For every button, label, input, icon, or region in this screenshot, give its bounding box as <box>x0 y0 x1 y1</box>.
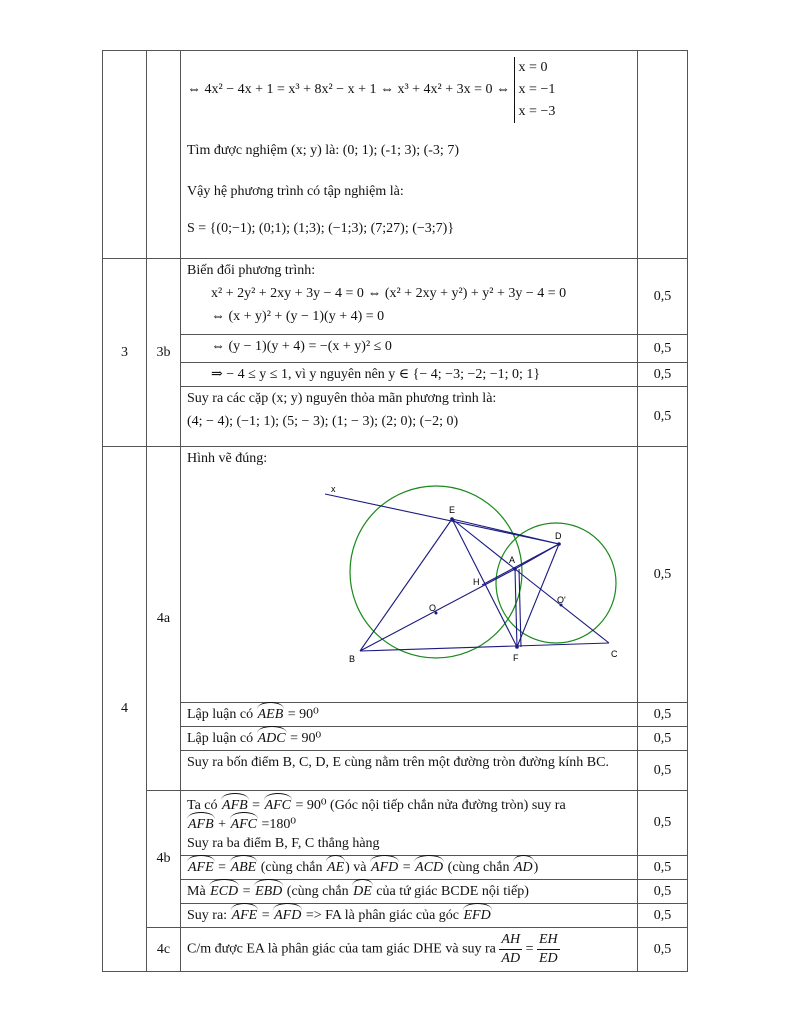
arc-ecd: ECD <box>210 884 239 899</box>
fraction-ah-ad <box>499 931 522 968</box>
figure-score: 0,5 <box>638 447 688 703</box>
part-4b: 4b <box>147 791 181 928</box>
a2-prefix: Lập luận có <box>187 731 254 746</box>
label-b: B <box>349 654 356 664</box>
arc-ebd: EBD <box>255 884 283 899</box>
label-c: C <box>611 649 618 659</box>
part-cell-empty <box>147 51 181 259</box>
arc-afb: AFB <box>222 798 248 813</box>
label-f: F <box>513 653 519 663</box>
b3-t0: Mà <box>187 884 206 899</box>
arc-afd-2: AFD <box>274 908 302 923</box>
arc-ad: AD <box>513 860 533 875</box>
segment-bc <box>360 643 609 651</box>
figure-caption: Hình vẽ đúng: <box>187 451 268 466</box>
continuation-content <box>181 51 638 259</box>
circle-o-prime <box>496 523 616 643</box>
q3-score-3: 0,5 <box>638 363 688 387</box>
label-e: E <box>449 505 456 515</box>
b4-t0: Suy ra: <box>187 908 228 923</box>
arc-aeb: AEB <box>257 707 284 722</box>
q3-score-4: 0,5 <box>638 387 688 447</box>
c-text: C/m được EA là phân giác của tam giác DHE và suy ra <box>187 941 496 957</box>
b1-eq: = <box>252 798 261 813</box>
label-o: O <box>429 603 437 613</box>
b2-t3: (cùng chắn <box>447 860 510 875</box>
q3-line-1: Biến đổi phương trình: <box>187 263 316 278</box>
b1-post: = 90⁰ (Góc nội tiếp chắn nửa đường tròn) suy ra <box>295 798 566 813</box>
circle-o <box>350 486 522 658</box>
c-score: 0,5 <box>638 928 688 972</box>
arc-afe-2: AFE <box>231 908 258 923</box>
a1-prefix: Lập luận có <box>187 707 254 722</box>
b2-t2: ) và <box>345 860 367 875</box>
q3-line-3: ⇔ (x + y)² + (y − 1)(y + 4) = 0 <box>211 309 385 324</box>
segment-be <box>360 519 452 651</box>
arc-afe: AFE <box>188 860 214 875</box>
part-4a: 4a <box>147 447 181 791</box>
part-3b: 3b <box>147 259 181 447</box>
segment-df <box>517 544 559 647</box>
solution-set: S = {(0;−1); (0;1); (1;3); (−1;3); (7;27); (−3;7)} <box>187 221 455 236</box>
a3-text: Suy ra bốn điểm B, C, D, E cùng nằm trên một đường tròn đường kính BC. <box>187 755 609 770</box>
q3-line-6: Suy ra các cặp (x; y) nguyên thỏa mãn phương trình là: <box>187 391 497 406</box>
case-2: x = −1 <box>518 82 556 97</box>
segment-ef <box>452 519 517 647</box>
b3-t2: của tứ giác BCDE nội tiếp) <box>376 884 529 899</box>
frac2-den: ED <box>538 951 558 966</box>
b2-t4: ) <box>533 860 539 875</box>
case-3: x = −3 <box>518 104 556 119</box>
arc-adc: ADC <box>257 731 286 746</box>
arc-ae: AE <box>327 860 345 875</box>
arc-afc-2: AFC <box>230 817 258 832</box>
question-cell-empty <box>103 51 147 259</box>
b2-t1: (cùng chắn <box>260 860 323 875</box>
arc-afc: AFC <box>264 798 292 813</box>
score-cell-empty <box>638 51 688 259</box>
q3-score-1: 0,5 <box>638 259 688 335</box>
b4-t1: => FA là phân giác của góc <box>305 908 459 923</box>
segment-ba <box>360 569 515 651</box>
a2-score: 0,5 <box>638 727 688 751</box>
b1-sum: =180⁰ <box>261 817 297 832</box>
segment-af <box>515 569 517 647</box>
geometry-figure <box>189 467 629 695</box>
equation-chain: ⇔ 4x² − 4x + 1 = x³ + 8x² − x + 1 ⇔ x³ + 4x² + 3x = 0 ⇔ <box>187 82 511 98</box>
q3-line-5: ⇒ − 4 ≤ y ≤ 1, vì y nguyên nên y ∈ {− 4; −3; −2; −1; 0; 1} <box>211 367 541 382</box>
arc-de: DE <box>353 884 372 899</box>
a3-score: 0,5 <box>638 751 688 791</box>
case-1: x = 0 <box>518 60 548 75</box>
label-x: x <box>331 484 336 494</box>
frac2-num: EH <box>537 931 560 950</box>
conclusion: Vậy hệ phương trình có tập nghiệm là: <box>187 184 404 199</box>
b3-t1: (cùng chắn <box>286 884 349 899</box>
arc-afd: AFD <box>371 860 399 875</box>
label-o-prime: O' <box>557 595 566 605</box>
found-solutions: Tìm được nghiệm (x; y) là: (0; 1); (-1; 3); (-3; 7) <box>187 143 459 158</box>
b1-plus: + <box>218 817 227 832</box>
arc-afb-2: AFB <box>188 817 214 832</box>
question-number-4: 4 <box>103 447 147 972</box>
a1-score: 0,5 <box>638 703 688 727</box>
tangent-xd <box>325 494 559 544</box>
b1-pre: Ta có <box>187 798 218 813</box>
arc-acd: ACD <box>415 860 444 875</box>
answer-table: ⇔ 4x² − 4x + 1 = x³ + 8x² − x + 1 ⇔ x³ + 4x² + 3x = 0 ⇔ x = 0 x = −1 x = −3 Tìm được nghiệm (x; y) là: (0; 1); (-1; 3); (-3; 7) Vậy hệ phương trình có tập nghiệm là: S = {(0;−1); (0;1); (1;3); (−1;3); (7;27); (−3;7)} 3 3b Biến đổi phương trình: x² + 2y² + 2xy + 3y − 4 = 0 ⇔ (x² + 2xy + y²) + y² + 3y − 4 = 0 ⇔ (x + y)² + (y − 1)(y + 4) = 0 0,5 ⇔ (y − 1)(y + 4) = −(x + y)² ≤ 0 0,5 ⇒ − 4 ≤ y ≤ 1, vì y nguyên nên y ∈ {− 4; −3; −2; −1; 0; 1} 0,5 Suy ra các cặp (x; y) nguyên thỏa mãn phương trình là: (4; − 4); (−1; 1); (5; − 3); (1; − 3); (2; 0); (−2; 0) 0,5 4 4a Hình vẽ đúng: x E D A H O O' B F C 0,5 Lập luận có AEB = 90⁰ 0,5 Lập luận có ADC = 90⁰ 0,5 Suy ra bốn điểm B, C, D, E cùng nằm trên một đường tròn đường kính BC. 0,5 4b Ta có AFB = AFC = 90⁰ (Góc nội tiếp chắn nửa đường tròn) suy ra AFB + AFC =180⁰ Suy ra ba điểm B, F, C thẳng hàng 0,5 AFE = ABE (cùng chắn AE) và AFD = ACD (cùng chắn AD) 0,5 Mà ECD = EBD (cùng chắn DE của tứ giác BCDE nội tiếp) 0,5 Suy ra: AFE = AFD => FA là phân giác của góc EFD 0,5 4c C/m được EA là phân giác của tam giác DHE và suy ra $\frac{AH}{AD}$ = $\frac{EH}{ED}$ 0,5 <box>102 50 688 972</box>
arc-efd: EFD <box>463 908 491 923</box>
segment-dh <box>482 544 559 585</box>
b3-score: 0,5 <box>638 880 688 904</box>
label-a: A <box>509 555 516 565</box>
q3-line-7: (4; − 4); (−1; 1); (5; − 3); (1; − 3); (2; 0); (−2; 0) <box>187 414 459 429</box>
b4-score: 0,5 <box>638 904 688 928</box>
question-number-3: 3 <box>103 259 147 447</box>
fraction-eh-ed <box>537 931 560 968</box>
b1-line2: Suy ra ba điểm B, F, C thẳng hàng <box>187 836 380 851</box>
q3-line-2: x² + 2y² + 2xy + 3y − 4 = 0 ⇔ (x² + 2xy + y²) + y² + 3y − 4 = 0 <box>211 286 567 301</box>
label-h: H <box>473 577 480 587</box>
q3-score-2: 0,5 <box>638 335 688 363</box>
case-brace <box>514 57 556 123</box>
part-4c: 4c <box>147 928 181 972</box>
q3-line-4: ⇔ (y − 1)(y + 4) = −(x + y)² ≤ 0 <box>211 339 392 354</box>
b2-score: 0,5 <box>638 856 688 880</box>
b1-score: 0,5 <box>638 791 688 856</box>
label-d: D <box>555 531 562 541</box>
frac1-den: AD <box>501 951 521 966</box>
arc-abe: ABE <box>230 860 257 875</box>
frac1-num: AH <box>499 931 522 950</box>
a2-suffix: = 90⁰ <box>290 731 322 746</box>
a1-suffix: = 90⁰ <box>287 707 319 722</box>
segment-af-tick <box>519 569 521 647</box>
